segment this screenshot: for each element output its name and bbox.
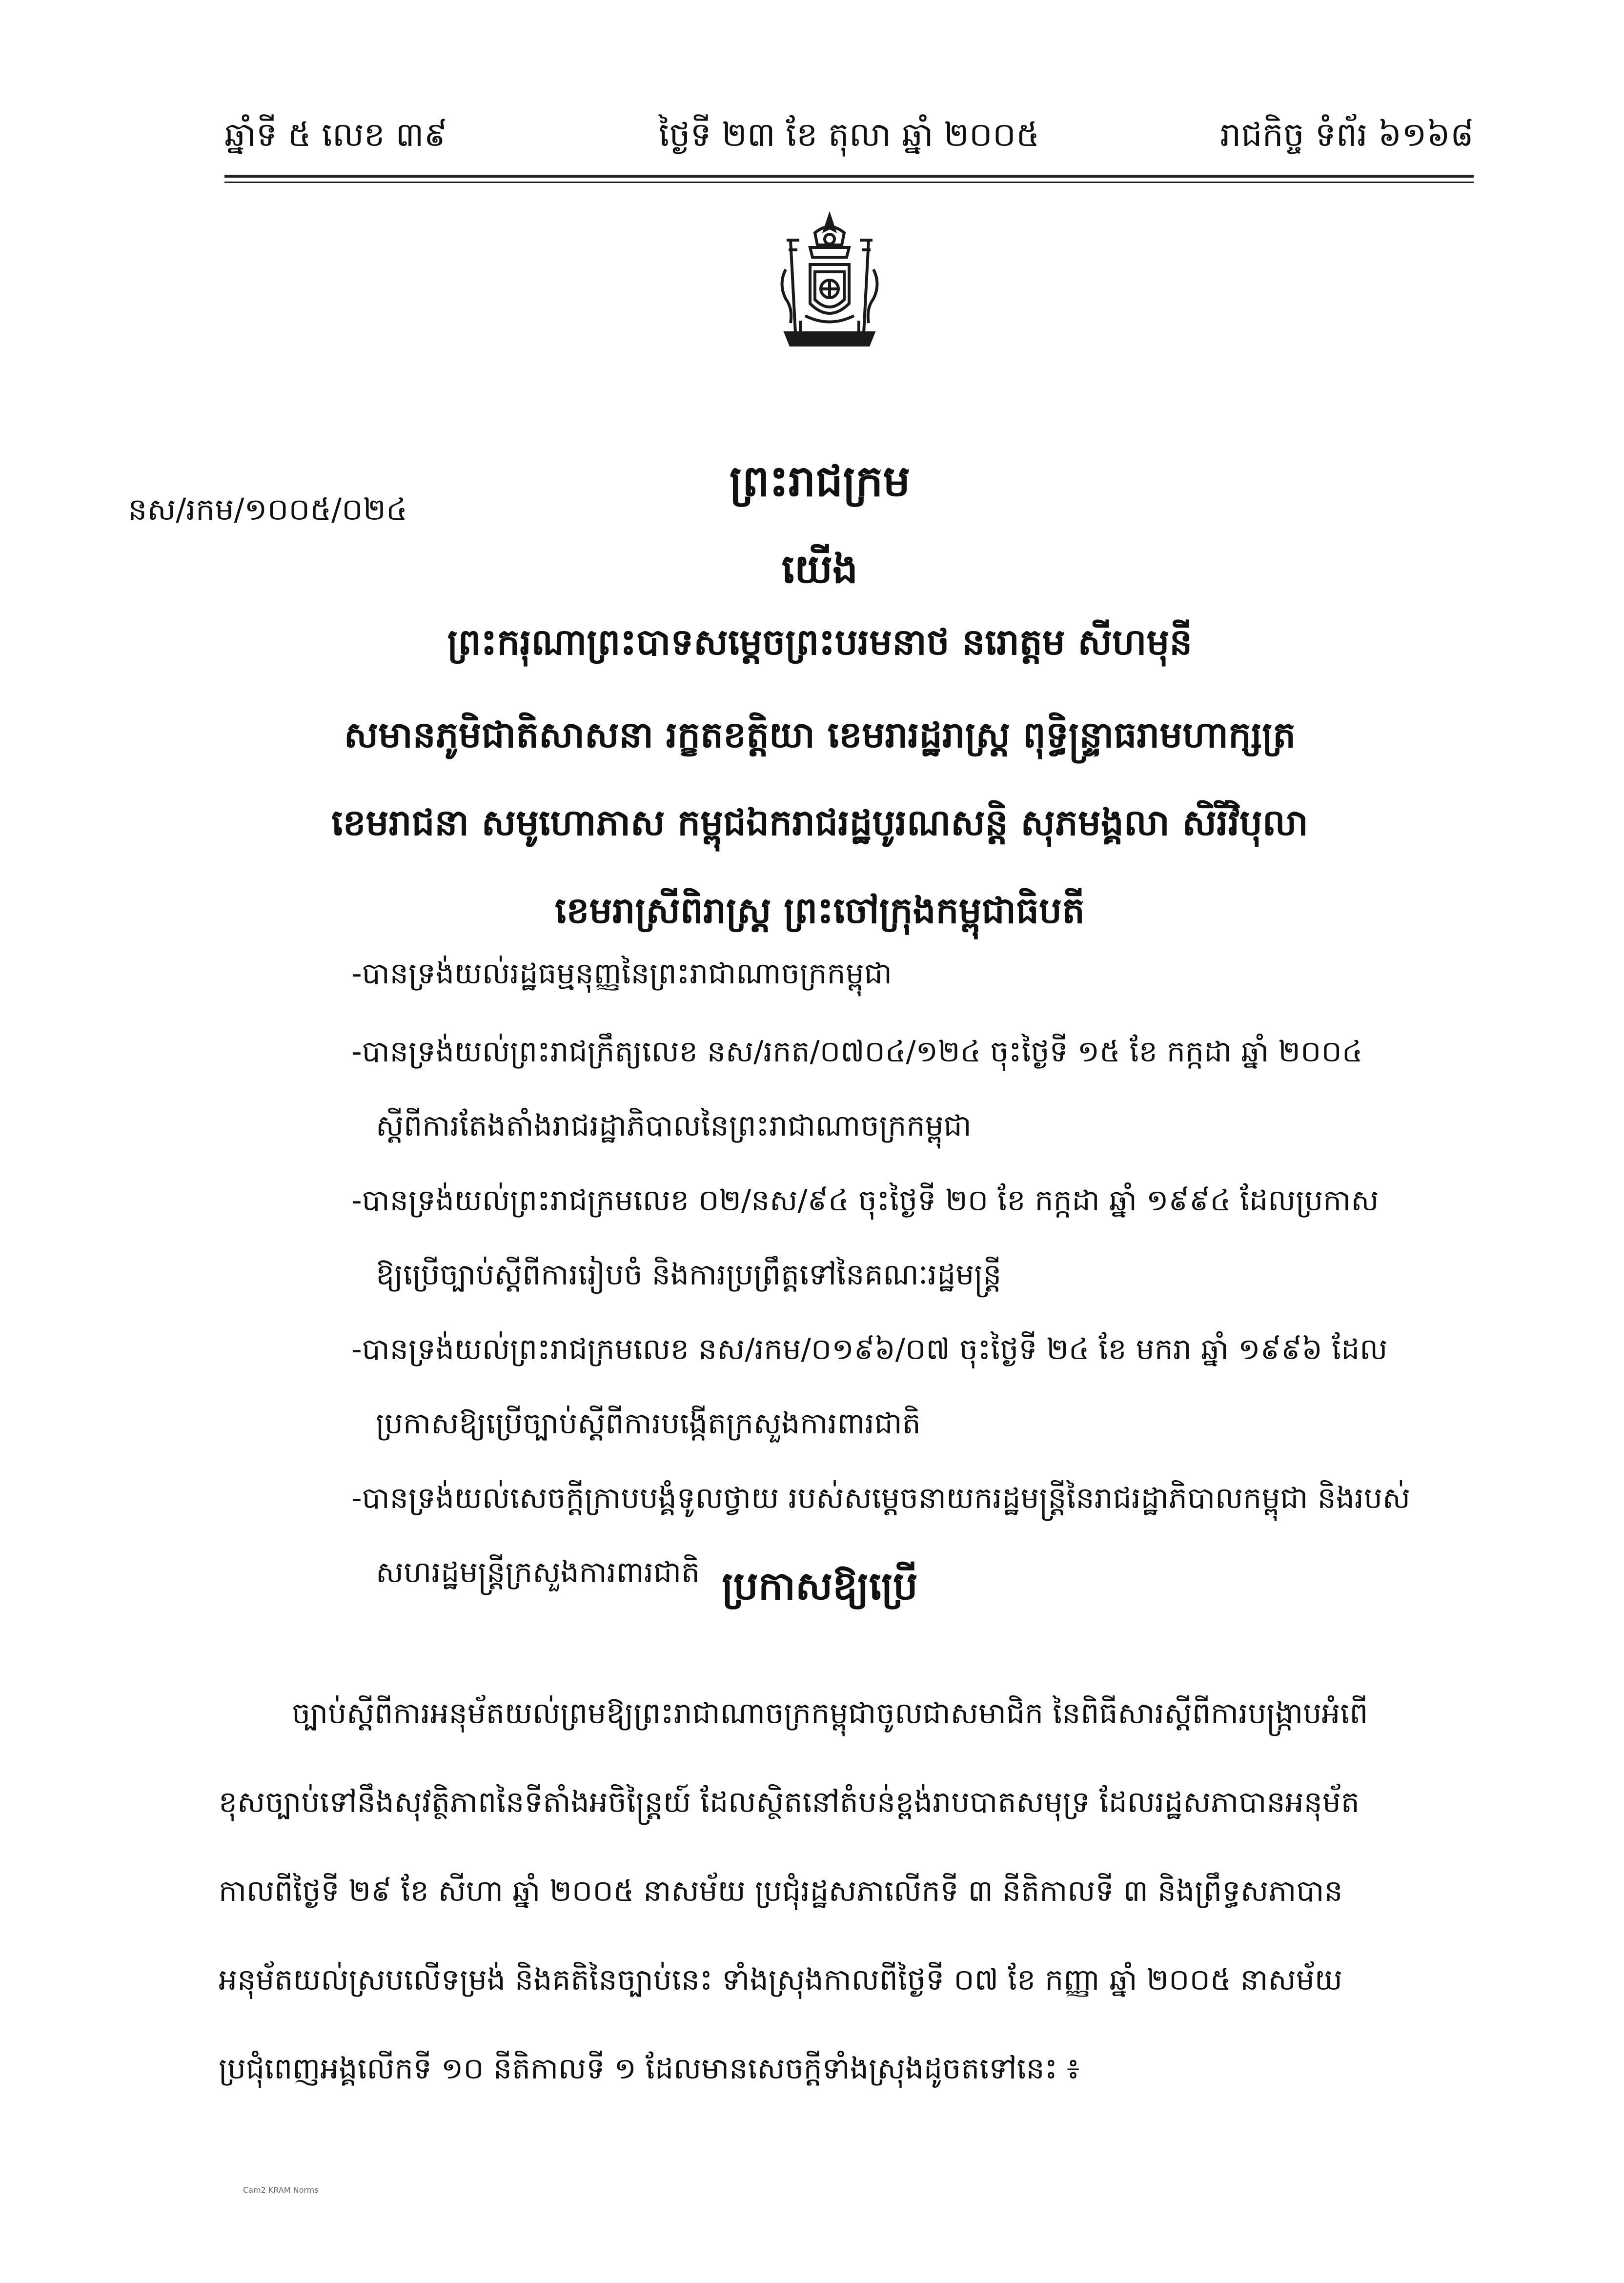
king-title-line: ព្រះករុណាព្រះបាទសម្តេចព្រះបរមនាថ នរោត្តម សីហមុនី [447, 621, 1193, 663]
reference-line: សហរដ្ឋមន្ត្រីក្រសួងការពារជាតិ [376, 1555, 700, 1590]
header-rule [224, 175, 1474, 178]
royal-coat-of-arms-icon [756, 211, 903, 357]
promulgate-heading: ប្រកាសឱ្យប្រើ [722, 1563, 918, 1609]
king-title-line: សមានភូមិជាតិសាសនា រក្ខតខត្តិយា ខេមរារដ្ឋរាស្ត្រ ពុទ្ធិន្ទ្រាធរាមហាក្សត្រ [344, 714, 1296, 756]
body-line: កាលពីថ្ងៃទី ២៩ ខែ សីហា ឆ្នាំ ២០០៥ នាសម័យ ប្រជុំរដ្ឋសភាលើកទី ៣ នីតិកាលទី ៣ និងព្រឹទ្ធសភាបាន [219, 1874, 1343, 1908]
reference-item [351, 1310, 1522, 1459]
body-line: ច្បាប់ស្តីពីការអនុម័តយល់ព្រមឱ្យព្រះរាជាណាចក្រកម្ពុជាចូលជាសមាជិក នៃពិធីសារស្តីពីការបង្ក្រាបអំពើ [292, 1696, 1368, 1731]
reference-line: ប្រកាសឱ្យប្រើច្បាប់ស្តីពីការបង្កើតក្រសួងការពារជាតិ [376, 1406, 921, 1441]
reference-line: -បានទ្រង់យល់សេចក្តីក្រាបបង្គំទូលថ្វាយ របស់សម្តេចនាយករដ្ឋមន្ត្រីនៃរាជរដ្ឋាភិបាលកម្ពុជា និងរបស់ [351, 1481, 1411, 1515]
king-title-line: ខេមរាជនា សមូហោភាស កម្ពុជឯករាជរដ្ឋបូរណសន្តិ សុភមង្គលា សិរីវិបុលា [331, 802, 1308, 844]
references-list [351, 935, 1522, 1608]
header-rule-thin [224, 182, 1474, 183]
reference-line: ឱ្យប្រើច្បាប់ស្តីពីការរៀបចំ និងការប្រព្រឹត្តទៅនៃគណៈរដ្ឋមន្ត្រី [376, 1258, 1002, 1292]
reference-item [351, 935, 1522, 1013]
body-line: ខុសច្បាប់ទៅនឹងសុវត្ថិភាពនៃទីតាំងអចិន្ត្រៃយ៍ ដែលស្ថិតនៅតំបន់ខ្ពង់រាបបាតសមុទ្រ ដែលរដ្ឋសភាបានអនុម័ត [219, 1785, 1360, 1819]
body-line: អនុម័តយល់ស្របលើទម្រង់ និងគតិនៃច្បាប់នេះ ទាំងស្រុងកាលពីថ្ងៃទី ០៧ ខែ កញ្ញា ឆ្នាំ ២០០៥ នាសម័យ [219, 1963, 1342, 1997]
king-title-line: ខេមរាស្រីពិរាស្ត្រ ព្រះចៅក្រុងកម្ពុជាធិបតី [555, 890, 1085, 932]
gazette-header [224, 108, 1474, 162]
reference-item [351, 1162, 1522, 1310]
reference-line: -បានទ្រង់យល់ព្រះរាជក្រមលេខ នស/រកម/០១៩៦/០៧ ចុះថ្ងៃទី ២៤ ខែ មករា ឆ្នាំ ១៩៩៦ ដែល [351, 1332, 1388, 1366]
reference-line: -បានទ្រង់យល់ព្រះរាជក្រឹត្យលេខ នស/រកត/០៧០៤/១២៤ ចុះថ្ងៃទី ១៥ ខែ កក្កដា ឆ្នាំ ២០០៤ [351, 1035, 1363, 1069]
reference-item [351, 1013, 1522, 1162]
reference-line: ស្តីពីការតែងតាំងរាជរដ្ឋាភិបាលនៃព្រះរាជាណាចក្រកម្ពុជា [376, 1109, 972, 1143]
issue-number: ឆ្នាំទី ៥ លេខ ៣៩ [224, 116, 447, 154]
scan-footer-mark: Cam2 KRAM Norms [243, 2185, 319, 2195]
reference-line: -បានទ្រង់យល់រដ្ឋធម្មនុញ្ញនៃព្រះរាជាណាចក្រកម្ពុជា [351, 957, 892, 991]
issue-date: ថ្ងៃទី ២៣ ខែ តុលា ឆ្នាំ ២០០៥ [658, 116, 1040, 154]
decree-we: យើង [781, 546, 858, 592]
reference-line: -បានទ្រង់យល់ព្រះរាជក្រមលេខ ០២/នស/៩៤ ចុះថ្ងៃទី ២០ ខែ កក្កដា ឆ្នាំ ១៩៩៤ ដែលប្រកាស [351, 1183, 1379, 1218]
decree-number: នស/រកម/១០០៥/០២៤ [128, 491, 407, 527]
body-line: ប្រជុំពេញអង្គលើកទី ១០ នីតិកាលទី ១ ដែលមានសេចក្តីទាំងស្រុងដូចតទៅនេះ ៖ [219, 2052, 1080, 2086]
decree-title: ព្រះរាជក្រម [729, 456, 911, 506]
page-number: រាជកិច្ច ទំព័រ ៦១៦៨ [1220, 116, 1474, 154]
body-paragraph [219, 1669, 1497, 2113]
